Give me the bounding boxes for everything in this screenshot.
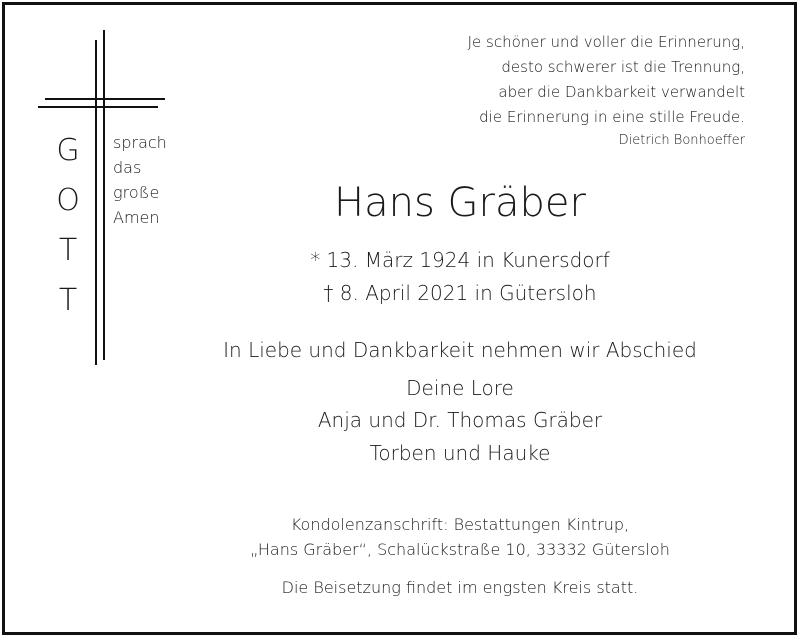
condolence-line: Kondolenzanschrift: Bestattungen Kintrup, xyxy=(290,515,630,534)
quote-author: Dietrich Bonhoeffer xyxy=(618,133,745,148)
cross-horizontal-line xyxy=(45,98,165,100)
cross-side-text xyxy=(113,130,167,230)
cross-letter: T xyxy=(58,283,78,318)
quote-block xyxy=(468,30,745,130)
cross-vertical-line xyxy=(95,40,97,365)
cross-letter: G xyxy=(56,133,80,168)
mourner-name: Torben und Hauke xyxy=(369,441,551,465)
cross-side-line: große xyxy=(113,183,160,202)
condolence-line: „Hans Gräber“, Schalückstraße 10, 33332 Gütersloh xyxy=(250,540,670,559)
death-date: † 8. April 2021 in Gütersloh xyxy=(323,281,597,305)
quote-line: Je schöner und voller die Erinnerung, xyxy=(467,33,745,51)
quote-line: die Erinnerung in eine stille Freude. xyxy=(479,108,745,126)
mourner-name: Anja und Dr. Thomas Gräber xyxy=(317,408,603,432)
cross-letter: O xyxy=(56,183,80,218)
deceased-name: Hans Gräber xyxy=(334,180,586,226)
condolence-address xyxy=(160,512,760,562)
birth-date: * 13. März 1924 in Kunersdorf xyxy=(310,248,610,272)
cross-letter: T xyxy=(58,233,78,268)
quote-line: aber die Dankbarkeit verwandelt xyxy=(498,83,745,101)
cross-side-line: Amen xyxy=(113,208,160,227)
cross-horizontal-line xyxy=(38,106,158,108)
mourner-name: Deine Lore xyxy=(406,376,514,400)
farewell-text: In Liebe und Dankbarkeit nehmen wir Abschied xyxy=(223,338,697,362)
burial-notice: Die Beisetzung findet im engsten Kreis statt. xyxy=(281,578,639,597)
cross-side-line: das xyxy=(113,158,142,177)
cross-side-line: sprach xyxy=(113,133,167,152)
quote-line: desto schwerer ist die Trennung, xyxy=(501,58,745,76)
cross-vertical-line xyxy=(103,30,105,360)
